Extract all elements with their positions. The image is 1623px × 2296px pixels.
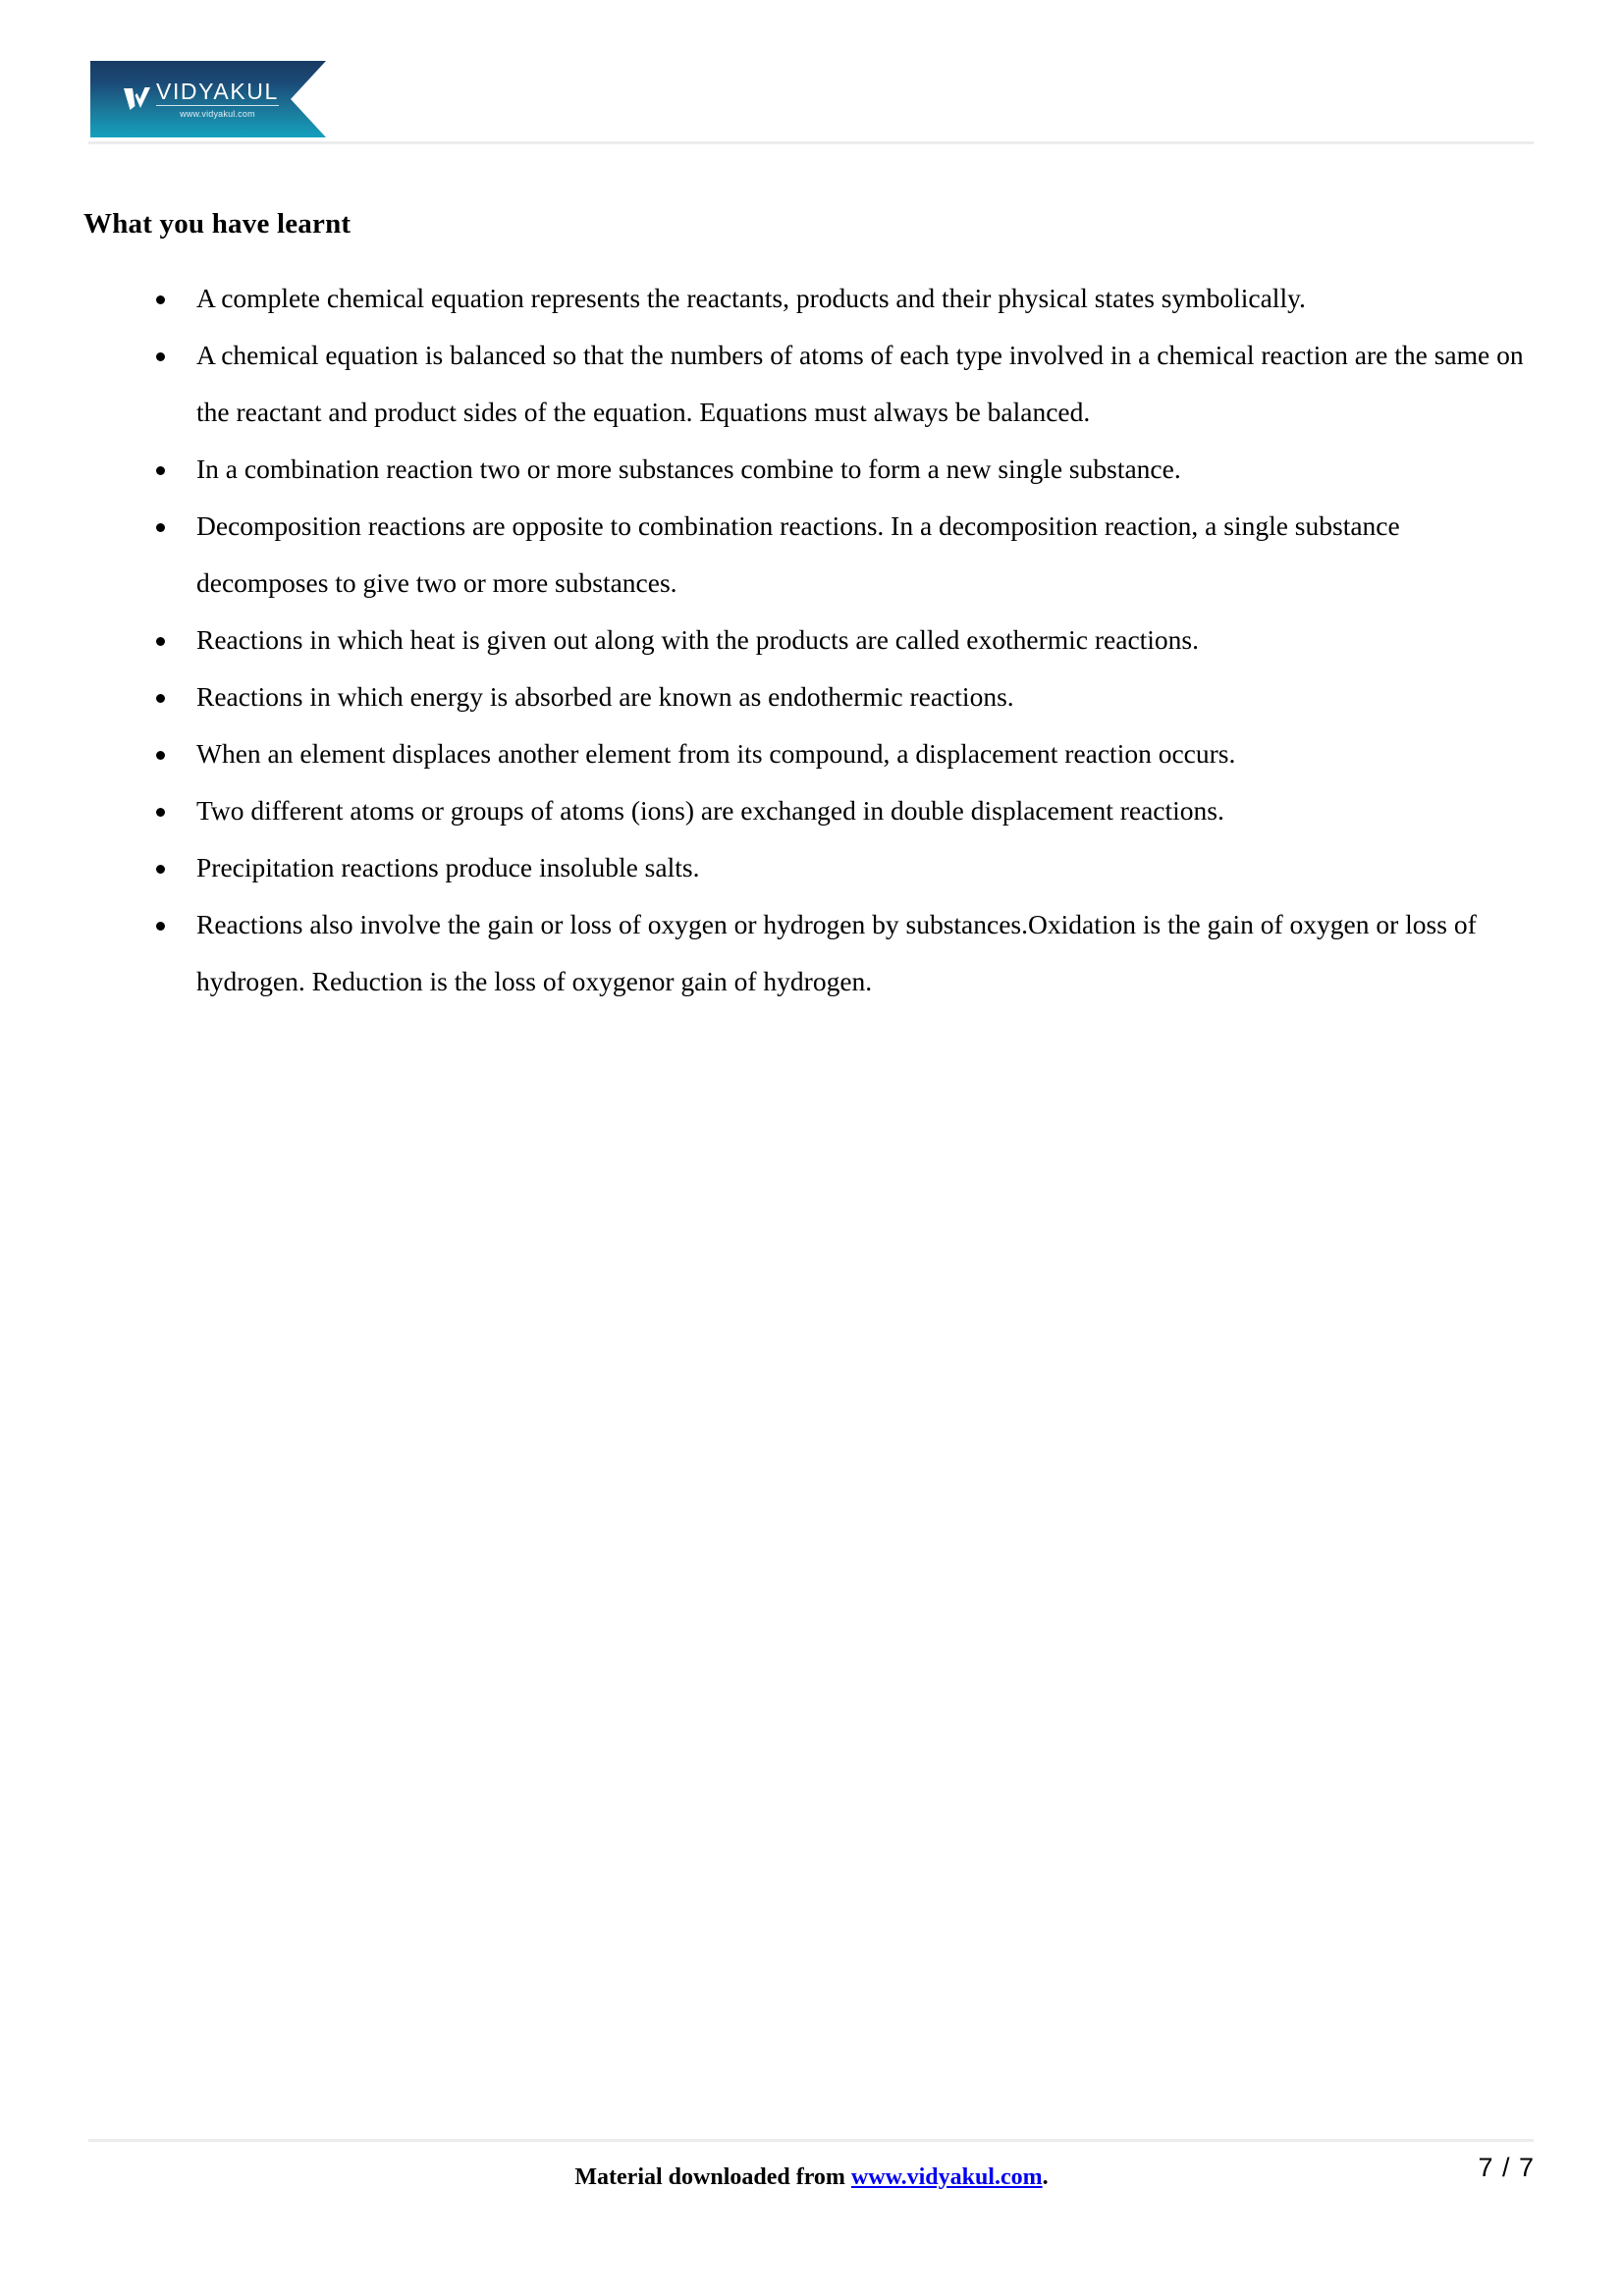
footer-prefix-text: Material downloaded from: [574, 2164, 851, 2190]
list-item: In a combination reaction two or more substances combine to form a new single substance.: [152, 441, 1535, 498]
page-title: What you have learnt: [83, 208, 352, 240]
list-item: A chemical equation is balanced so that the numbers of atoms of each type involved in a chemical reaction are the same on the reactant and product sides of the equation. Equations must always be balanced.: [152, 327, 1535, 441]
list-item: A complete chemical equation represents the reactants, products and their physical states symbolically.: [152, 270, 1535, 327]
footer-suffix-text: .: [1042, 2164, 1049, 2190]
page-number: 7 / 7: [1478, 2153, 1535, 2182]
vidyakul-checkmark-icon: [124, 86, 153, 112]
list-item: When an element displaces another element from its compound, a displacement reaction occurs.: [152, 725, 1535, 782]
list-item: Decomposition reactions are opposite to combination reactions. In a decomposition reaction, a single substance decomposes to give two or more substances.: [152, 498, 1535, 612]
page-header: [0, 0, 1623, 149]
list-item: Reactions in which heat is given out along with the products are called exothermic reactions.: [152, 612, 1535, 668]
footer-attribution: [0, 2164, 1623, 2191]
logo-url-text: www.vidyakul.com: [180, 108, 255, 119]
page-content: [0, 149, 1623, 1010]
list-item: Reactions also involve the gain or loss of oxygen or hydrogen by substances.Oxidation is the gain of oxygen or loss of hydrogen. Reduction is the loss of oxygenor gain of hydrogen.: [152, 896, 1535, 1010]
footer-divider: [88, 2139, 1534, 2142]
logo-text-block: [156, 80, 279, 119]
header-divider: [88, 141, 1534, 144]
list-item: Reactions in which energy is absorbed are known as endothermic reactions.: [152, 668, 1535, 725]
vidyakul-logo[interactable]: [90, 61, 326, 137]
logo-content: [90, 61, 326, 137]
page-footer: [0, 2139, 1623, 2296]
list-item: Precipitation reactions produce insoluble salts.: [152, 839, 1535, 896]
summary-bullet-list: [0, 240, 1623, 1010]
vidyakul-website-link[interactable]: www.vidyakul.com: [850, 2164, 1043, 2190]
logo-brand-text: VIDYAKUL: [156, 78, 279, 104]
list-item: Two different atoms or groups of atoms (ions) are exchanged in double displacement reactions.: [152, 782, 1535, 839]
